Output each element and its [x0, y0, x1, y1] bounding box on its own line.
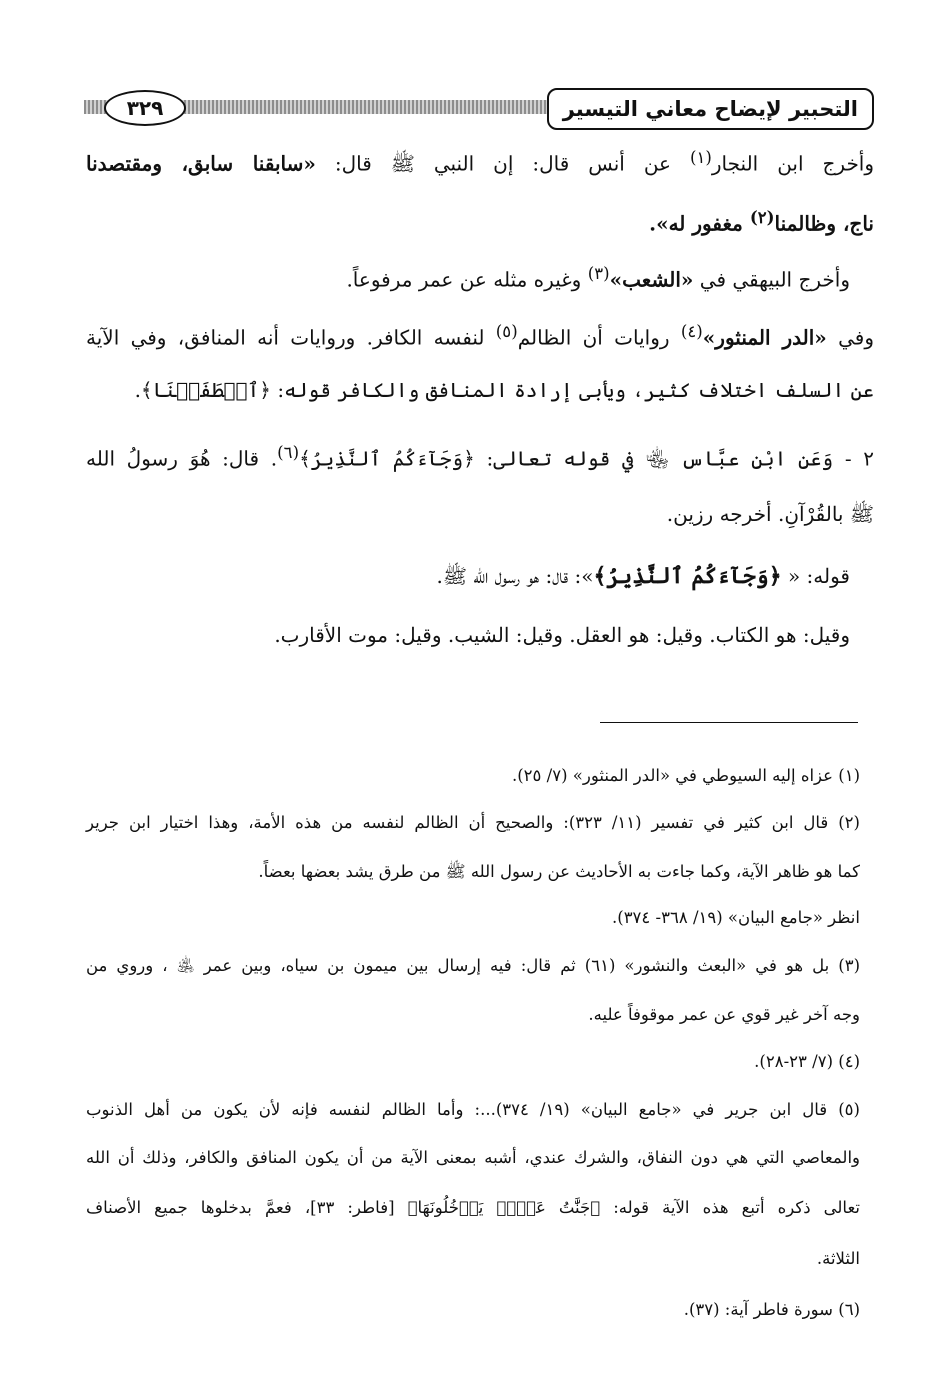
footnote-5-line3: تعالى ذكره أتبع هذه الآية قوله: ﴿جَنَّٰتُ عَدۡنٖ يَدۡخُلُونَهَا﴾ [فاطر: ٣٣]، فعمَّ بدخلوها جميع الأصناف	[86, 1198, 860, 1217]
footnote-separator	[600, 722, 858, 723]
footnote-5-line2: والمعاصي التي هي دون النفاق، والشرك عندي، أشبه بمعنى الآية من أن يكون المنافق والكافر، وذلك أن الله	[86, 1148, 860, 1167]
para3-text-a: وفي	[826, 325, 874, 350]
footnote-ref-6: (٦)	[277, 443, 300, 462]
para1-text-mid: عن أنس قال: إن النبي ﷺ قال:	[315, 151, 690, 176]
running-header	[84, 88, 874, 130]
hadith2-line1	[86, 437, 874, 469]
footnote-5-line4: الثلاثة.	[816, 1249, 860, 1268]
book-title: التحبير لإيضاح معاني التيسير	[547, 88, 874, 130]
footnote-3-line1: (٣) بل هو في «البعث والنشور» (٦١) ثم قال: فيه إرسال بين ميمون بن سياه، وبين عمر ﵁ ، وروي من	[86, 956, 860, 975]
footnote-3-line2: وجه آخر غير قوي عن عمر موقوفاً عليه.	[588, 1005, 860, 1024]
explanation-line2: وقيل: هو الكتاب. وقيل: هو العقل. وقيل: الشيب. وقيل: موت الأقارب.	[274, 623, 850, 647]
footnote-ref-3: (٣)	[587, 264, 610, 283]
para2-text-b: وغيره مثله عن عمر مرفوعاً.	[346, 267, 588, 292]
explanation-label: قوله: «	[781, 564, 850, 588]
para1-line1	[86, 142, 874, 174]
footnote-5-line1: (٥) قال ابن جرير في «جامع البيان» (١٩/ ٣٧٤)...: وأما الظالم لنفسه فإنه لأن يكون من أهل الذنوب	[86, 1100, 860, 1119]
page-number: ٣٢٩	[104, 90, 186, 126]
footnote-ref-2: (٢)	[749, 207, 775, 227]
explanation-rest: »: قال: هو رسول الله ﷺ.	[436, 564, 594, 588]
explanation-verse: ﴿وَجَآءَكُمُ ٱلنَّذِيرُ﴾	[593, 563, 782, 589]
footnote-ref-4: (٤)	[680, 322, 703, 341]
para1-quote-b: مغفور له».	[649, 211, 750, 236]
para3-line2: عن السلف اختلاف كثير، ويأبى إرادة المنافق والكافر قوله: ﴿ٱصۡطَفَيۡنَا﴾.	[134, 378, 874, 402]
para1-quote-start: «سابقنا سابق، ومقتصدنا	[86, 151, 316, 176]
hadith2-text-a: ٢ - وَعَنِ ابْنِ عبَّاس ﵄ في قوله تعالى: ﴿وَجَآءَكُمُ ٱلنَّذِيرُ﴾	[299, 446, 874, 471]
para3-text-b: روايات أن الظالم	[517, 325, 681, 350]
para3-text-c: لنفسه الكافر. وروايات أنه المنافق، وفي الآية	[86, 325, 496, 350]
para1-quote-a: ناج، وظالمنا	[774, 211, 874, 236]
footnote-4: (٤) (٧/ ٢٣-٢٨).	[754, 1052, 860, 1071]
para3-book-title: «الدر المنثور»	[702, 325, 827, 350]
para2-text-a: وأخرج البيهقي في	[693, 267, 850, 292]
para1-line2	[649, 201, 874, 236]
para3-line1	[86, 316, 874, 348]
footnote-ref-5: (٥)	[495, 322, 518, 341]
explanation-line1	[437, 560, 851, 592]
hadith2-line2: ﷺ بالقُرْآنِ. أخرجه رزين.	[666, 502, 874, 526]
hadith2-text-b: . قال: هُوَ رسولُ الله	[86, 446, 278, 471]
para2-book-title: «الشعب»	[609, 267, 694, 292]
para2-line	[346, 258, 850, 290]
footnote-2-line1: (٢) قال ابن كثير في تفسير (١١/ ٣٢٣): والصحيح أن الظالم لنفسه من هذه الأمة، وهذا اختيار ابن جرير	[86, 813, 860, 832]
para1-text-start: وأخرج ابن النجار	[711, 151, 875, 176]
footnote-2-line3: انظر «جامع البيان» (١٩/ ٣٦٨- ٣٧٤).	[612, 908, 860, 927]
footnote-6: (٦) سورة فاطر آية: (٣٧).	[683, 1300, 860, 1319]
footnote-ref-1: (١)	[689, 148, 712, 167]
footnote-2-line2: كما هو ظاهر الآية، وكما جاءت به الأحاديث عن رسول الله ﷺ من طرق يشد بعضها بعضاً.	[258, 862, 860, 881]
footnote-1: (١) عزاه إليه السيوطي في «الدر المنثور» (٧/ ٢٥).	[511, 766, 860, 785]
